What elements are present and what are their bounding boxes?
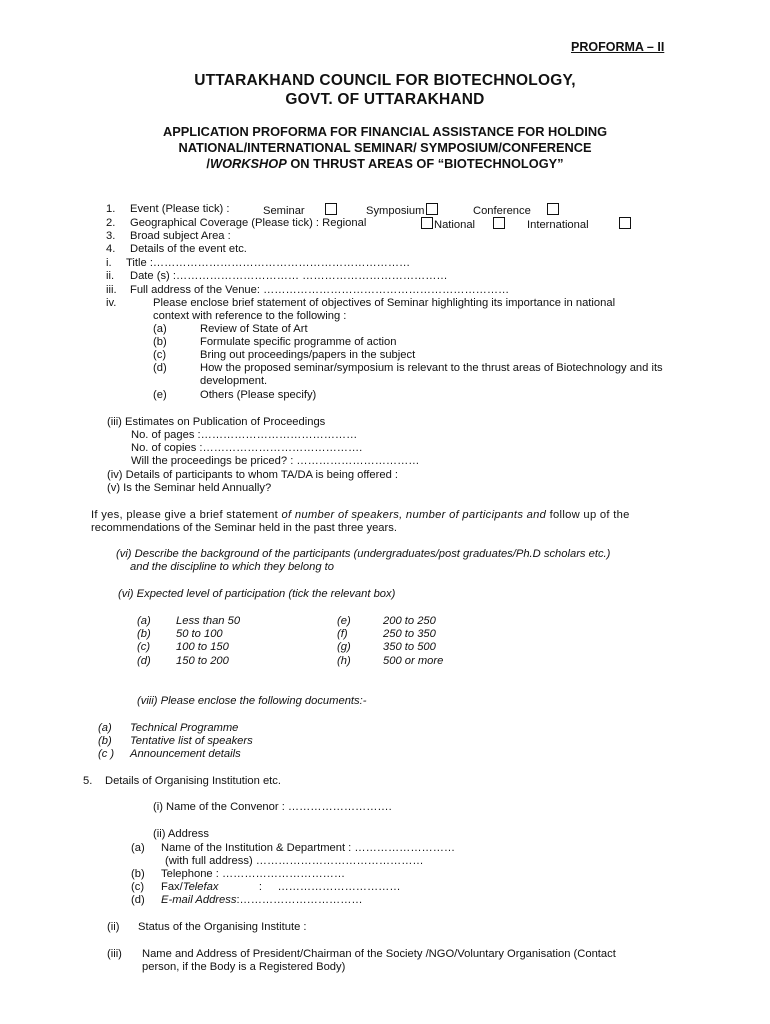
address-b-key: (b) — [131, 868, 145, 880]
proforma-label: PROFORMA – II — [571, 40, 665, 54]
sub-key: (a) — [153, 323, 167, 335]
status-key: (ii) — [107, 921, 120, 933]
roman-iv: iv. — [106, 297, 117, 309]
doc-text: Tentative list of speakers — [130, 735, 253, 747]
option-key: (h) — [337, 655, 351, 667]
option-national-label: National — [434, 219, 476, 231]
sub-text: Formulate specific programme of action — [200, 336, 397, 348]
sub-text: Bring out proceedings/papers in the subject — [200, 349, 416, 361]
roman-iii: iii. — [106, 284, 117, 296]
option-key: (e) — [337, 615, 351, 627]
participation-option[interactable] — [337, 615, 436, 628]
full-address-field: (with full address) ……………………………………… — [165, 855, 424, 867]
seminar-checkbox[interactable] — [325, 203, 337, 215]
option-conference-label: Conference — [473, 205, 531, 217]
option-text: 100 to 150 — [176, 641, 229, 653]
if-yes-c: follow up of the — [546, 509, 630, 521]
sub-key: (e) — [153, 389, 167, 401]
item-number-2: 2. — [106, 217, 116, 229]
convenor-field: (i) Name of the Convenor : ………………………. — [153, 801, 392, 813]
broad-subject-area: Broad subject Area : — [130, 230, 231, 242]
address-a-key: (a) — [131, 842, 145, 854]
option-conference — [473, 203, 559, 218]
sub-key: (b) — [153, 336, 167, 348]
geo-label: Geographical Coverage (Please tick) : Regional — [130, 217, 367, 229]
telefax-label: Telefax — [182, 881, 219, 893]
option-text: 150 to 200 — [176, 655, 229, 667]
expected-participation-heading: (vi) Expected level of participation (tick the relevant box) — [118, 588, 396, 600]
item-number-1: 1. — [106, 203, 116, 215]
doc-key: (c ) — [98, 748, 115, 760]
option-text: Less than 50 — [176, 615, 241, 627]
option-text: 50 to 100 — [176, 628, 223, 640]
doc-key: (b) — [98, 735, 112, 747]
email-dots: :…………………………… — [236, 894, 363, 906]
option-international-label: International — [527, 219, 589, 231]
symposium-checkbox[interactable] — [426, 203, 438, 215]
roman-ii: ii. — [106, 270, 115, 282]
option-key: (c) — [137, 641, 151, 653]
fax-field — [161, 881, 401, 894]
event-details-label: Details of the event etc. — [130, 243, 247, 255]
enclose-statement-line1: Please enclose brief statement of objectives of Seminar highlighting its importance in national — [153, 297, 616, 309]
item-number-5: 5. — [83, 775, 93, 787]
address-c-key: (c) — [131, 881, 145, 893]
proceedings-priced: Will the proceedings be priced? : …………………………… — [131, 455, 420, 467]
title-workshop: WORKSHOP — [209, 156, 287, 171]
document-item — [98, 722, 238, 735]
participation-option[interactable] — [337, 655, 443, 668]
email-field — [161, 894, 363, 907]
venue-field: Full address of the Venue: ………………………………………………………… — [130, 284, 510, 296]
sub-text: Others (Please specify) — [200, 389, 317, 401]
estimates-heading: (iii) Estimates on Publication of Proceedings — [107, 416, 326, 428]
if-yes-statement-line2: recommendations of the Seminar held in the past three years. — [91, 522, 397, 534]
participation-option[interactable] — [337, 641, 436, 654]
document-item — [98, 748, 241, 761]
national-checkbox[interactable] — [493, 217, 505, 229]
event-label: Event (Please tick) : — [130, 203, 230, 215]
sub-key: (c) — [153, 349, 167, 361]
doc-key: (a) — [98, 722, 112, 734]
application-title-line1: APPLICATION PROFORMA FOR FINANCIAL ASSISTANCE FOR HOLDING — [162, 124, 608, 139]
fax-label: Fax/ — [161, 881, 183, 893]
email-label: E-mail Address — [161, 894, 237, 906]
sub-item-a — [153, 323, 308, 336]
council-title-line2: GOVT. OF UTTARAKHAND — [285, 91, 485, 108]
sub-text: How the proposed seminar/symposium is relevant to the thrust areas of Biotechnology and its — [200, 362, 663, 374]
no-of-pages: No. of pages :…………………………………… — [131, 429, 358, 441]
participation-option[interactable] — [137, 615, 240, 628]
option-text: 200 to 250 — [383, 615, 436, 627]
if-yes-statement-line1 — [91, 509, 630, 522]
option-text: 350 to 500 — [383, 641, 436, 653]
fax-dots: : …………………………… — [218, 881, 401, 893]
option-national — [421, 217, 505, 232]
sub-item-d-continued: development. — [200, 375, 268, 387]
enclose-statement-line2: context with reference to the following : — [153, 310, 347, 322]
enclose-documents-heading: (viii) Please enclose the following documents:- — [137, 695, 367, 707]
background-participants-line2: and the discipline to which they belong to — [130, 561, 334, 573]
roman-i: i. — [106, 257, 112, 269]
president-chairman-line1: Name and Address of President/Chairman of the Society /NGO/Voluntary Organisation (Contact — [142, 948, 616, 960]
item-number-4: 4. — [106, 243, 116, 255]
institution-name-field: Name of the Institution & Department : ……………………… — [161, 842, 456, 854]
option-symposium-label: Symposium — [366, 205, 425, 217]
option-text: 500 or more — [383, 655, 444, 667]
sub-item-c — [153, 349, 415, 362]
status-organising-institute: Status of the Organising Institute : — [138, 921, 307, 933]
sub-item-b — [153, 336, 396, 349]
background-participants-line1: (vi) Describe the background of the participants (undergraduates/post graduates/Ph.D scholars etc.) — [116, 548, 611, 560]
if-yes-b: of number of speakers, number of participants and — [281, 509, 547, 521]
doc-text: Announcement details — [130, 748, 241, 760]
application-title-line3 — [0, 156, 770, 172]
president-chairman-line2: person, if the Body is a Registered Body) — [142, 961, 346, 973]
title-slash: / — [206, 156, 210, 171]
sub-key: (d) — [153, 362, 167, 374]
doc-text: Technical Programme — [130, 722, 239, 734]
participation-option[interactable] — [137, 655, 229, 668]
option-international — [527, 217, 631, 232]
participation-option[interactable] — [137, 641, 229, 654]
international-checkbox[interactable] — [619, 217, 631, 229]
address-d-key: (d) — [131, 894, 145, 906]
option-key: (d) — [137, 655, 151, 667]
application-title-line2: NATIONAL/INTERNATIONAL SEMINAR/ SYMPOSIUM/CONFERENCE — [178, 140, 592, 155]
regional-checkbox[interactable] — [421, 217, 433, 229]
conference-checkbox[interactable] — [547, 203, 559, 215]
seminar-annual: (v) Is the Seminar held Annually? — [107, 482, 272, 494]
if-yes-a: If yes, please give a brief statement — [91, 509, 282, 521]
address-heading: (ii) Address — [153, 828, 209, 840]
option-symposium — [366, 203, 438, 218]
document-item — [98, 735, 253, 748]
sub-item-d — [153, 362, 663, 375]
sub-text: Review of State of Art — [200, 323, 308, 335]
option-key: (f) — [337, 628, 348, 640]
organising-institution-heading: Details of Organising Institution etc. — [105, 775, 281, 787]
option-seminar-label: Seminar — [263, 205, 305, 217]
title-rest: ON THRUST AREAS OF “BIOTECHNOLOGY” — [286, 156, 564, 171]
participation-option[interactable] — [337, 628, 436, 641]
no-of-copies: No. of copies :……………………………………. — [131, 442, 363, 454]
option-key: (g) — [337, 641, 351, 653]
telephone-field: Telephone : …………………………… — [161, 868, 346, 880]
ta-da-details: (iv) Details of participants to whom TA/DA is being offered : — [107, 469, 399, 481]
option-key: (a) — [137, 615, 151, 627]
option-text: 250 to 350 — [383, 628, 436, 640]
option-seminar — [263, 203, 337, 218]
president-key: (iii) — [107, 948, 122, 960]
option-key: (b) — [137, 628, 151, 640]
sub-item-e — [153, 389, 316, 402]
participation-option[interactable] — [137, 628, 223, 641]
item-number-3: 3. — [106, 230, 116, 242]
title-field: Title :…………………………………………………………… — [126, 257, 411, 269]
council-title-line1: UTTARAKHAND COUNCIL FOR BIOTECHNOLOGY, — [194, 72, 576, 89]
date-field: Date (s) :…………………………… ………………………………… — [130, 270, 448, 282]
